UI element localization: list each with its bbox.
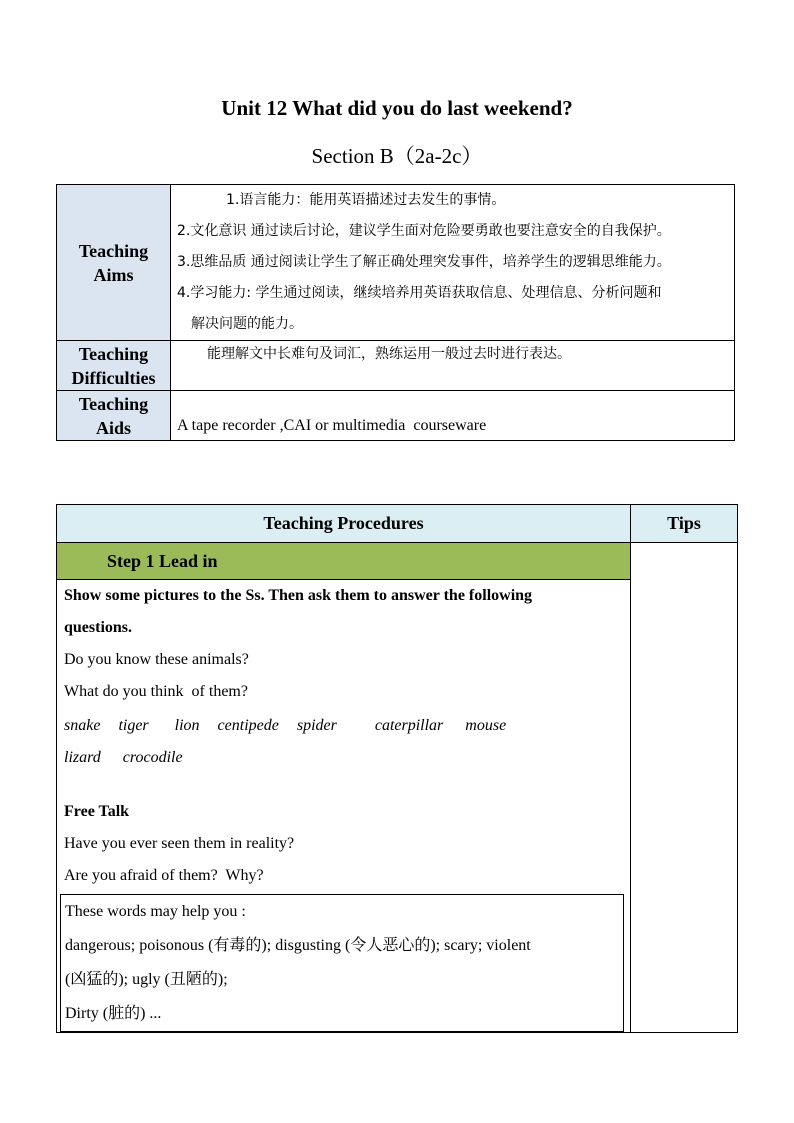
- aim-line: 解决问题的能力。: [191, 316, 303, 332]
- help-words-box: [60, 894, 624, 1032]
- intro-line: questions.: [64, 619, 133, 636]
- procedures-table: [56, 504, 738, 1033]
- step-1-heading: Step 1 Lead in: [57, 543, 631, 580]
- aim-line: 4.学习能力: 学生通过阅读，继续培养用英语获取信息、处理信息、分析问题和: [177, 285, 662, 301]
- difficulties-content: 能理解文中长难句及词汇，熟练运用一般过去时进行表达。: [171, 341, 735, 391]
- help-line: These words may help you :: [65, 903, 246, 920]
- question: Do you know these animals?: [64, 651, 249, 668]
- animal-word: tiger: [118, 717, 149, 734]
- animal-word: crocodile: [122, 749, 183, 766]
- tips-cell: [631, 543, 738, 1033]
- aim-line: 2.文化意识 通过读后讨论，建议学生面对危险要勇敢也要注意安全的自我保护。: [177, 223, 671, 239]
- animal-word: snake: [64, 717, 101, 734]
- free-talk-question: Have you ever seen them in reality?: [64, 835, 295, 852]
- aim-line: 3.思维品质 通过阅读让学生了解正确处理突发事件，培养学生的逻辑思维能力。: [177, 254, 671, 270]
- animals-line-1: [64, 710, 630, 742]
- animal-word: caterpillar: [374, 717, 444, 734]
- document-subtitle: Section B（2a-2c）: [311, 144, 483, 168]
- animal-word: mouse: [465, 717, 507, 734]
- aims-table: [56, 184, 735, 441]
- help-line: dangerous; poisonous (有毒的); disgusting (令人恶心的); scary; violent: [65, 937, 531, 954]
- animal-word: lion: [174, 717, 200, 734]
- aims-content: [171, 185, 735, 341]
- animals-line-2: [64, 742, 630, 774]
- tips-header: Tips: [631, 505, 738, 543]
- aim-line: 1.语言能力：能用英语描述过去发生的事情。: [226, 192, 506, 208]
- free-talk-question: Are you afraid of them? Why?: [64, 867, 264, 884]
- animal-word: centipede: [217, 717, 279, 734]
- help-line: (凶猛的); ugly (丑陋的);: [65, 971, 228, 988]
- question: What do you think of them?: [64, 683, 248, 700]
- difficulties-label: Teaching Difficulties: [57, 341, 171, 391]
- aids-content: A tape recorder ,CAI or multimedia courseware: [171, 391, 735, 441]
- aids-label: Teaching Aids: [57, 391, 171, 441]
- free-talk-title: Free Talk: [64, 803, 130, 820]
- step-1-content: [57, 580, 631, 1033]
- help-line: Dirty (脏的) ...: [65, 1005, 162, 1022]
- procedures-header: Teaching Procedures: [57, 505, 631, 543]
- document-title: Unit 12 What did you do last weekend?: [221, 96, 573, 120]
- animal-word: lizard: [64, 749, 101, 766]
- aims-label: Teaching Aims: [57, 185, 171, 341]
- intro-line: Show some pictures to the Ss. Then ask them to answer the following: [64, 587, 533, 604]
- animal-word: spider: [296, 717, 337, 734]
